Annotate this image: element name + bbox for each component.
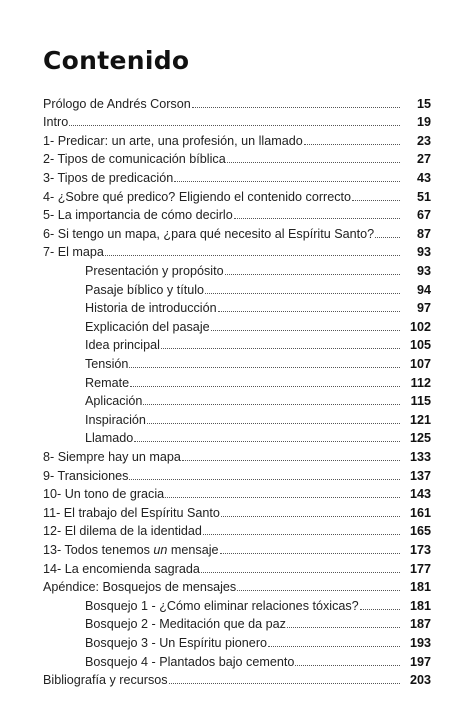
dot-leader bbox=[182, 460, 400, 461]
toc-subentry[interactable] bbox=[0, 278, 467, 297]
toc-page-number: 181 bbox=[409, 598, 431, 613]
toc-page-number: 15 bbox=[416, 96, 431, 111]
toc-page-number: 177 bbox=[409, 561, 431, 576]
dot-leader bbox=[129, 479, 400, 480]
dot-leader bbox=[295, 665, 400, 666]
dot-leader bbox=[174, 181, 400, 182]
toc-entry-label: 12- El dilema de la identidad bbox=[43, 524, 202, 539]
toc-entry[interactable] bbox=[0, 501, 467, 520]
toc-entry-label: 14- La encomienda sagrada bbox=[43, 561, 200, 576]
toc-subentry[interactable] bbox=[0, 594, 467, 613]
toc-entry-label: Remate bbox=[85, 375, 130, 390]
toc-subentry[interactable] bbox=[0, 631, 467, 650]
toc-page-number: 165 bbox=[409, 524, 431, 539]
toc-subentry[interactable] bbox=[0, 259, 467, 278]
dot-leader bbox=[268, 646, 400, 647]
toc-entry-label: Bosquejo 1 - ¿Cómo eliminar relaciones tóxicas? bbox=[85, 598, 359, 613]
toc-entry-label: 9- Transiciones bbox=[43, 468, 129, 483]
dot-leader bbox=[147, 423, 400, 424]
toc-entry-label: Pasaje bíblico y título bbox=[85, 282, 205, 297]
dot-leader bbox=[192, 107, 400, 108]
dot-leader bbox=[220, 553, 400, 554]
dot-leader bbox=[211, 330, 400, 331]
toc-page-number: 181 bbox=[409, 580, 431, 595]
toc-entry[interactable] bbox=[0, 204, 467, 223]
toc-entry-label: 11- El trabajo del Espíritu Santo bbox=[43, 505, 220, 520]
dot-leader bbox=[352, 200, 400, 201]
toc-page-number: 102 bbox=[409, 319, 431, 334]
dot-leader bbox=[360, 609, 400, 610]
toc-entry-label: 4- ¿Sobre qué predico? Eligiendo el contenido correcto bbox=[43, 189, 352, 204]
toc-entry-label-emphasis: un bbox=[153, 542, 168, 557]
page-title: Contenido bbox=[43, 46, 190, 75]
toc-page-number: 161 bbox=[409, 505, 431, 520]
toc-entry[interactable] bbox=[0, 538, 467, 557]
toc-entry-label: 5- La importancia de cómo decirlo bbox=[43, 208, 233, 223]
toc-entry[interactable] bbox=[0, 464, 467, 483]
toc-page-number: 121 bbox=[409, 412, 431, 427]
dot-leader bbox=[169, 683, 400, 684]
toc-page-number: 87 bbox=[416, 226, 431, 241]
toc-entry-label: Historia de introducción bbox=[85, 301, 217, 316]
dot-leader bbox=[130, 386, 400, 387]
toc-page-number: 107 bbox=[409, 356, 431, 371]
toc-subentry[interactable] bbox=[0, 650, 467, 669]
dot-leader bbox=[205, 293, 400, 294]
toc-entry-label: Bosquejo 4 - Plantados bajo cemento bbox=[85, 654, 295, 669]
toc-entry-label: 3- Tipos de predicación bbox=[43, 170, 174, 185]
dot-leader bbox=[203, 534, 400, 535]
toc-subentry[interactable] bbox=[0, 390, 467, 409]
dot-leader bbox=[201, 572, 400, 573]
dot-leader bbox=[221, 516, 400, 517]
toc-entry-label: Presentación y propósito bbox=[85, 263, 224, 278]
toc-entry-label: Llamado bbox=[85, 431, 134, 446]
toc-entry-label: Tensión bbox=[85, 356, 129, 371]
dot-leader bbox=[225, 274, 400, 275]
dot-leader bbox=[234, 218, 400, 219]
toc-page-number: 93 bbox=[416, 245, 431, 260]
dot-leader bbox=[227, 162, 400, 163]
toc-entry-label: 10- Un tono de gracia bbox=[43, 487, 165, 502]
toc-entry[interactable] bbox=[0, 520, 467, 539]
toc-subentry[interactable] bbox=[0, 315, 467, 334]
dot-leader bbox=[143, 404, 400, 405]
toc-page-number: 19 bbox=[416, 115, 431, 130]
toc-page-number: 97 bbox=[416, 301, 431, 316]
toc-subentry[interactable] bbox=[0, 334, 467, 353]
toc-subentry[interactable] bbox=[0, 408, 467, 427]
toc-page-number: 94 bbox=[416, 282, 431, 297]
toc-entry-label: 8- Siempre hay un mapa bbox=[43, 449, 181, 464]
toc-entry-label: Aplicación bbox=[85, 394, 143, 409]
dot-leader bbox=[218, 311, 400, 312]
toc-entry-label: Apéndice: Bosquejos de mensajes bbox=[43, 580, 237, 595]
toc-entry[interactable] bbox=[0, 669, 467, 688]
dot-leader bbox=[105, 255, 400, 256]
toc-page-number: 67 bbox=[416, 208, 431, 223]
toc-entry[interactable] bbox=[0, 483, 467, 502]
toc-entry[interactable] bbox=[0, 92, 467, 111]
toc-page-number: 173 bbox=[409, 542, 431, 557]
dot-leader bbox=[375, 237, 400, 238]
toc-subentry[interactable] bbox=[0, 371, 467, 390]
toc-page-number: 23 bbox=[416, 133, 431, 148]
toc-entry[interactable] bbox=[0, 129, 467, 148]
toc-entry-label: 2- Tipos de comunicación bíblica bbox=[43, 152, 226, 167]
dot-leader bbox=[129, 367, 400, 368]
toc-entry[interactable] bbox=[0, 166, 467, 185]
dot-leader bbox=[69, 125, 400, 126]
toc-entry-label: Bosquejo 2 - Meditación que da paz bbox=[85, 617, 286, 632]
toc-entry-label: 1- Predicar: un arte, una profesión, un llamado bbox=[43, 133, 303, 148]
toc-page-number: 93 bbox=[416, 263, 431, 278]
toc-entry-label: 7- El mapa bbox=[43, 245, 104, 260]
toc-page-number: 133 bbox=[409, 449, 431, 464]
toc-entry-label-part: 13- Todos tenemos bbox=[43, 542, 154, 557]
dot-leader bbox=[304, 144, 400, 145]
toc-subentry[interactable] bbox=[0, 297, 467, 316]
toc-entry[interactable] bbox=[0, 576, 467, 595]
toc-entry[interactable] bbox=[0, 185, 467, 204]
toc-entry-label: Intro bbox=[43, 115, 69, 130]
dot-leader bbox=[287, 627, 400, 628]
toc-subentry[interactable] bbox=[0, 352, 467, 371]
dot-leader bbox=[134, 441, 400, 442]
toc-entry[interactable] bbox=[0, 241, 467, 260]
toc-page-number: 197 bbox=[409, 654, 431, 669]
toc-subentry[interactable] bbox=[0, 427, 467, 446]
toc-page-number: 187 bbox=[409, 617, 431, 632]
toc-entry-label-part: mensaje bbox=[167, 542, 219, 557]
dot-leader bbox=[165, 497, 400, 498]
toc-entry-label: Explicación del pasaje bbox=[85, 319, 210, 334]
toc-entry-label: 6- Si tengo un mapa, ¿para qué necesito al Espíritu Santo? bbox=[43, 226, 375, 241]
toc-page-number: 27 bbox=[416, 152, 431, 167]
toc-entry-label: Bibliografía y recursos bbox=[43, 673, 168, 688]
toc-entry-label: Idea principal bbox=[85, 338, 160, 353]
toc-page-number: 143 bbox=[409, 487, 431, 502]
toc-entry[interactable] bbox=[0, 111, 467, 130]
toc-entry[interactable] bbox=[0, 148, 467, 167]
toc-page-number: 203 bbox=[409, 673, 431, 688]
toc-entry-label bbox=[43, 543, 219, 557]
toc-page-number: 51 bbox=[416, 189, 431, 204]
toc-page-number: 115 bbox=[410, 394, 431, 409]
toc-entry[interactable] bbox=[0, 445, 467, 464]
dot-leader bbox=[161, 348, 400, 349]
toc-entry[interactable] bbox=[0, 222, 467, 241]
toc-page-number: 43 bbox=[416, 170, 431, 185]
toc-page-number: 193 bbox=[409, 635, 431, 650]
dot-leader bbox=[237, 590, 400, 591]
toc-entry-label: Prólogo de Andrés Corson bbox=[43, 96, 191, 111]
toc-page-number: 105 bbox=[409, 338, 431, 353]
toc-entry-label: Inspiración bbox=[85, 412, 146, 427]
toc-page-number: 137 bbox=[409, 468, 431, 483]
toc-page-number: 112 bbox=[410, 375, 431, 390]
toc-entry[interactable] bbox=[0, 557, 467, 576]
toc-subentry[interactable] bbox=[0, 613, 467, 632]
toc-page-number: 125 bbox=[409, 431, 431, 446]
toc-entry-label: Bosquejo 3 - Un Espíritu pionero bbox=[85, 635, 268, 650]
